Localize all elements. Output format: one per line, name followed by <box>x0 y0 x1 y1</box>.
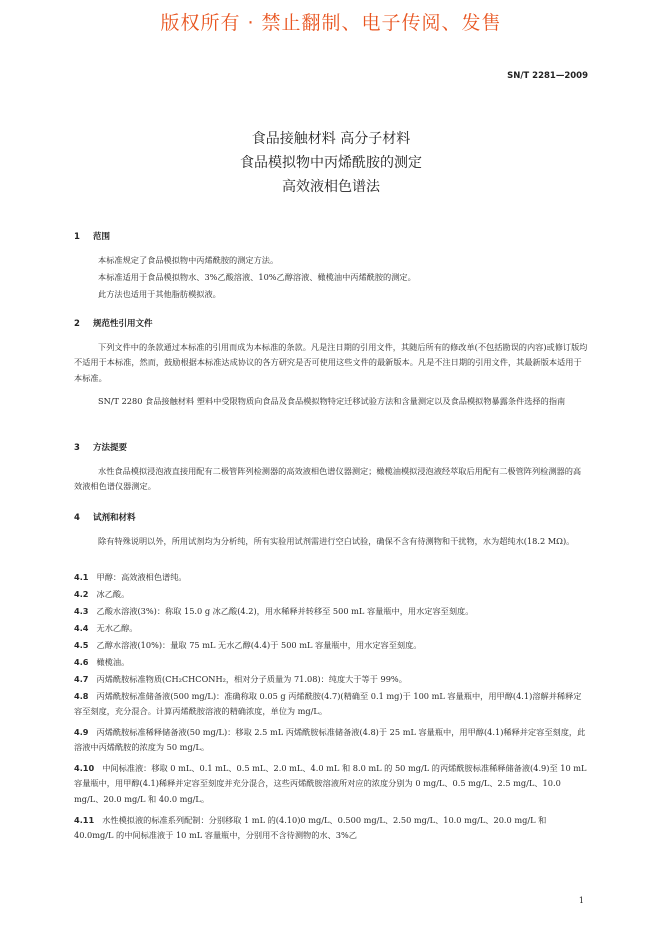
list-item <box>74 672 588 687</box>
item-number: 4.11 <box>74 815 95 825</box>
item-text: 丙烯酰胺标准稀释储备液(50 mg/L)：移取 2.5 mL 丙烯酰胺标准储备液(4.8)于 25 mL 容量瓶中，用甲醇(4.1)稀释并定容至刻度，此溶液中丙烯酰胺的浓度为 50 mg/L。 <box>74 727 586 753</box>
item-text: 乙醇水溶液(10%)：量取 75 mL 无水乙醇(4.4)于 500 mL 容量瓶中，用水定容至刻度。 <box>96 640 422 650</box>
section-title: 规范性引用文件 <box>92 319 153 329</box>
reference-entry: SN/T 2280 食品接触材料 塑料中受限物质向食品及食品模拟物特定迁移试验方法和含量测定以及食品模拟物暴露条件选择的指南 <box>98 396 566 406</box>
item-number: 4.5 <box>74 640 89 650</box>
section-heading-4 <box>74 511 135 523</box>
section-number: 2 <box>74 319 80 329</box>
section-title: 方法提要 <box>92 443 127 453</box>
section-number: 1 <box>74 232 80 242</box>
item-text: 橄榄油。 <box>96 657 130 667</box>
standard-number: SN/T 2281—2009 <box>507 71 588 81</box>
item-number: 4.7 <box>74 674 89 684</box>
item-text: 水性模拟液的标准系列配制：分别移取 1 mL 的(4.10)0 mg/L、0.500 mg/L、2.50 mg/L、10.0 mg/L、20.0 mg/L 和 40.0mg/L 的中间标准液于 10 mL 容量瓶中，分别用不含待测物的水、3%乙 <box>74 815 547 841</box>
list-item <box>74 621 588 636</box>
item-number: 4.2 <box>74 589 89 599</box>
item-number: 4.10 <box>74 763 95 773</box>
section-number: 3 <box>74 443 80 453</box>
section-title: 范围 <box>92 232 110 242</box>
paragraph: 本标准适用于食品模拟物水、3%乙酸溶液、10%乙醇溶液、橄榄油中丙烯酰胺的测定。 <box>98 272 416 282</box>
item-number: 4.1 <box>74 572 89 582</box>
item-number: 4.4 <box>74 623 89 633</box>
title-line-3: 高效液相色谱法 <box>282 179 380 195</box>
list-item <box>74 587 588 602</box>
list-item <box>74 761 588 807</box>
title-line-1: 食品接触材料 高分子材料 <box>251 131 411 147</box>
item-number: 4.8 <box>74 691 89 701</box>
item-number: 4.6 <box>74 657 89 667</box>
section-heading-1 <box>74 230 110 242</box>
paragraph: 此方法也适用于其他脂肪模拟液。 <box>98 289 221 299</box>
paragraph: 水性食品模拟浸泡液直接用配有二极管阵列检测器的高效液相色谱仪器测定；橄榄油模拟浸泡液经萃取后用配有二极管阵列检测器的高效液相色谱仪器测定。 <box>74 466 582 492</box>
copyright-watermark: 版权所有 · 禁止翻制、电子传阅、发售 <box>160 12 502 34</box>
item-text: 丙烯酰胺标准储备液(500 mg/L)：准确称取 0.05 g 丙烯酰胺(4.7)(精确至 0.1 mg)于 100 mL 容量瓶中，用甲醇(4.1)溶解并稀释定容至刻度，充分混合。计算丙烯酰胺溶液的精确浓度，单位为 mg/L。 <box>74 691 582 717</box>
list-item <box>74 570 588 585</box>
item-text: 冰乙酸。 <box>96 589 130 599</box>
item-number: 4.9 <box>74 727 89 737</box>
item-text: 丙烯酰胺标准物质(CH₂CHCONH₂，相对分子质量为 71.08)：纯度大于等于 99%。 <box>96 674 407 684</box>
item-text: 中间标准液：移取 0 mL、0.1 mL、0.5 mL、2.0 mL、4.0 mL 和 8.0 mL 的 50 mg/L 的丙烯酰胺标准稀释储备液(4.9)至 10 mL 容量瓶中，用甲醇(4.1)稀释并定容至刻度并充分混合，这些丙烯酰胺溶液所对应的浓度分别为 0 mg/L、0.5 mg/L、2.5 mg/L、10.0 mg/L、20.0 mg/L 和 40.0 mg/L。 <box>74 763 587 804</box>
list-item <box>74 689 588 720</box>
paragraph: 本标准规定了食品模拟物中丙烯酰胺的测定方法。 <box>98 255 279 265</box>
list-item <box>74 813 588 844</box>
paragraph: 下列文件中的条款通过本标准的引用而成为本标准的条款。凡是注日期的引用文件，其随后所有的修改单(不包括勘误的内容)或修订版均不适用于本标准，然而，鼓励根据本标准达成协议的各方研究是否可使用这些文件的最新版本。凡是不注日期的引用文件，其最新版本适用于本标准。 <box>74 342 588 383</box>
item-text: 甲醇：高效液相色谱纯。 <box>96 572 187 582</box>
item-text: 乙酸水溶液(3%)：称取 15.0 g 冰乙酸(4.2)，用水稀释并转移至 500 mL 容量瓶中，用水定容至刻度。 <box>96 606 474 616</box>
title-line-2: 食品模拟物中丙烯酰胺的测定 <box>240 155 422 171</box>
item-text: 无水乙醇。 <box>96 623 138 633</box>
page-number: 1 <box>578 896 584 905</box>
list-item <box>74 638 588 653</box>
list-item <box>74 655 588 670</box>
paragraph: 除有特殊说明以外，所用试剂均为分析纯，所有实验用试剂需进行空白试验，确保不含有待测物和干扰物，水为超纯水(18.2 MΩ)。 <box>98 536 575 546</box>
section-heading-2 <box>74 317 152 329</box>
section-heading-3 <box>74 441 127 453</box>
list-item <box>74 725 588 756</box>
section-title: 试剂和材料 <box>92 513 136 523</box>
list-item <box>74 604 588 619</box>
item-number: 4.3 <box>74 606 89 616</box>
section-number: 4 <box>74 513 80 523</box>
